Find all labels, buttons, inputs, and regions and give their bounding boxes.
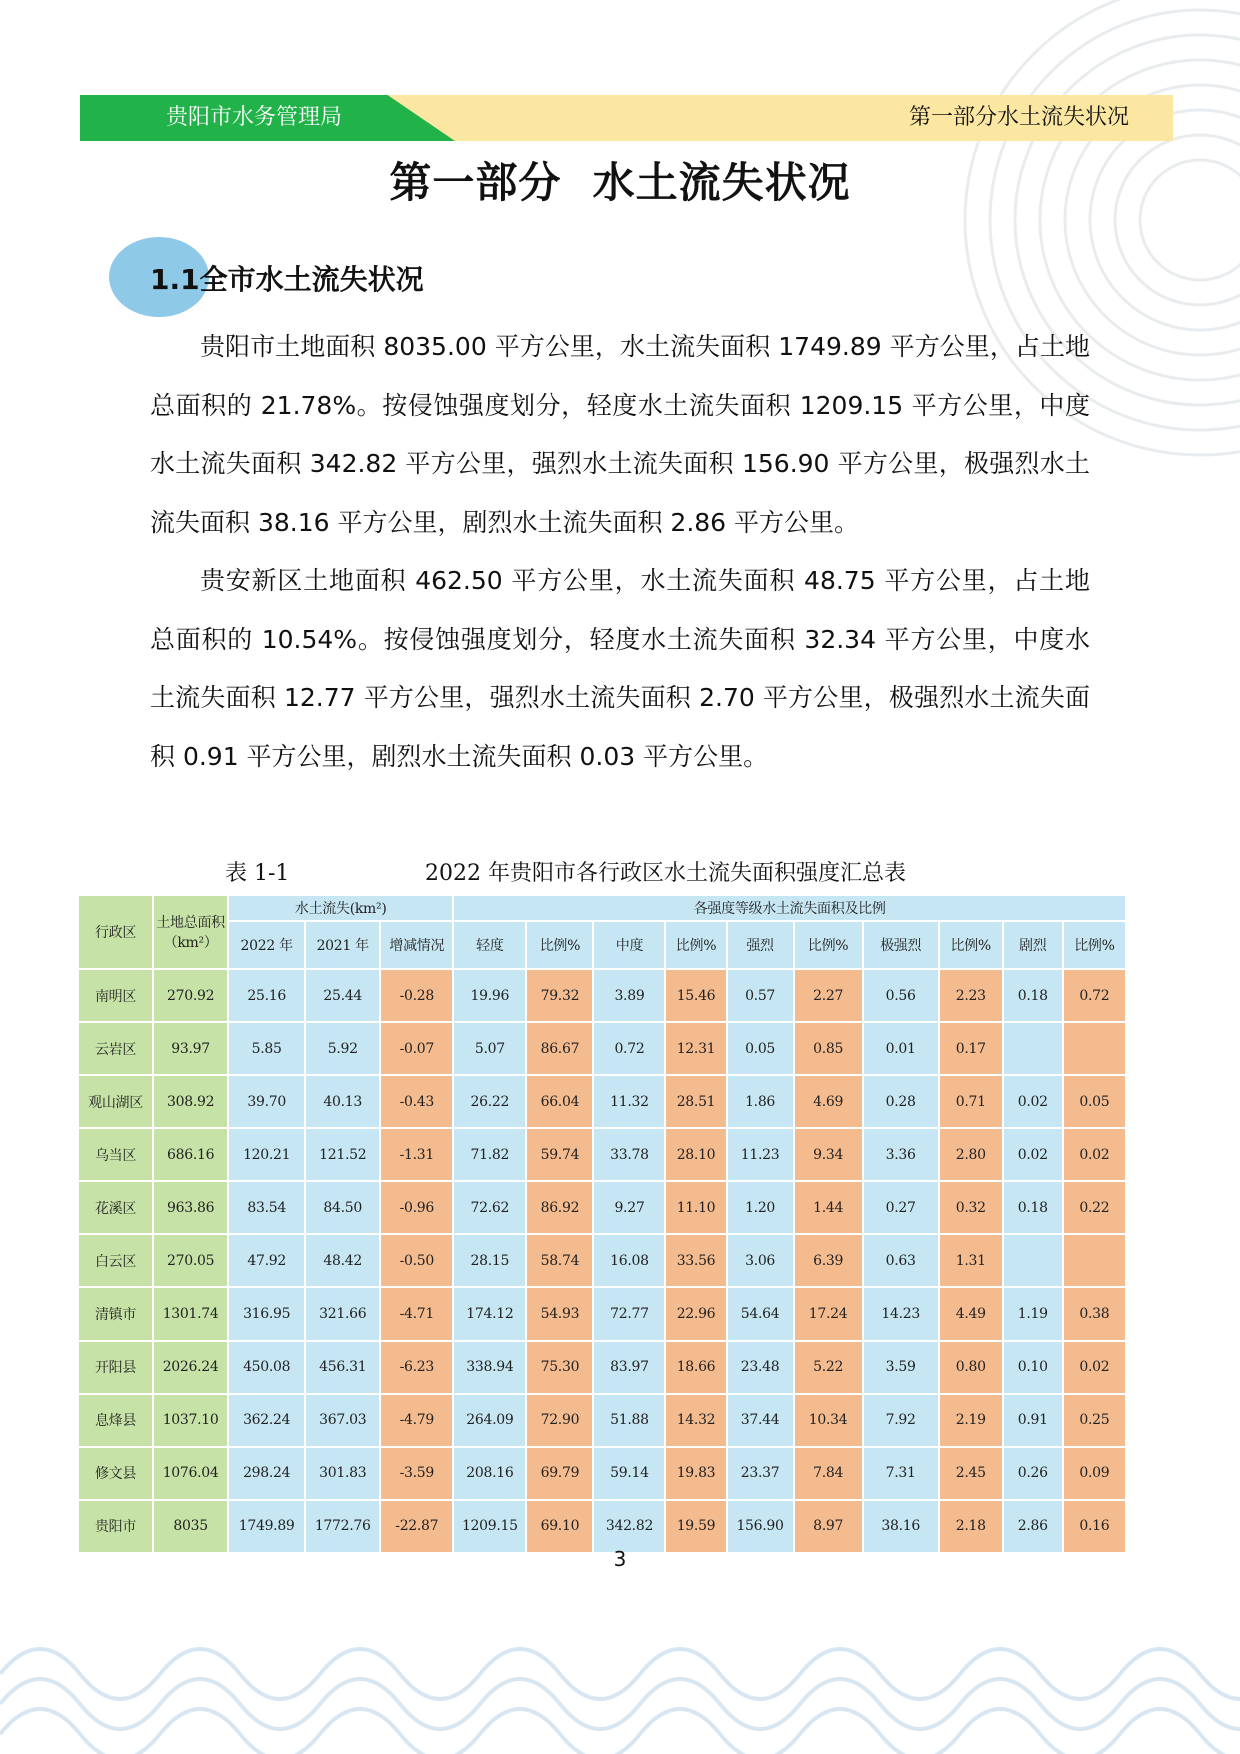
cell-moderate-ratio: 15.46: [665, 969, 726, 1022]
cell-light-area: 5.07: [453, 1022, 526, 1075]
cell-district: 息烽县: [78, 1394, 153, 1447]
cell-loss-2021: 321.66: [305, 1287, 380, 1340]
header-very-intense: 极强烈: [863, 921, 939, 969]
cell-land-area: 270.05: [153, 1234, 228, 1287]
cell-land-area: 308.92: [153, 1075, 228, 1128]
cell-severe-ratio: 0.02: [1063, 1128, 1126, 1181]
table-row: [78, 1022, 1126, 1075]
cell-loss-2022: 47.92: [228, 1234, 305, 1287]
table-row: [78, 1500, 1126, 1553]
cell-loss-change: -0.28: [380, 969, 453, 1022]
cell-severe-ratio: 0.25: [1063, 1394, 1126, 1447]
cell-light-ratio: 69.10: [526, 1500, 593, 1553]
cell-intense-ratio: 0.85: [794, 1022, 863, 1075]
cell-light-area: 208.16: [453, 1447, 526, 1500]
cell-loss-change: -22.87: [380, 1500, 453, 1553]
cell-very-intense-ratio: 2.19: [939, 1394, 1003, 1447]
cell-severe-area: [1003, 1234, 1063, 1287]
cell-light-ratio: 54.93: [526, 1287, 593, 1340]
cell-very-intense-area: 0.56: [863, 969, 939, 1022]
cell-intense-ratio: 7.84: [794, 1447, 863, 1500]
table-row: [78, 969, 1126, 1022]
cell-district: 开阳县: [78, 1341, 153, 1394]
header-land-area: 土地总面积（km²）: [153, 895, 228, 969]
cell-light-area: 264.09: [453, 1394, 526, 1447]
cell-land-area: 1037.10: [153, 1394, 228, 1447]
cell-light-area: 28.15: [453, 1234, 526, 1287]
cell-severe-area: [1003, 1022, 1063, 1075]
cell-very-intense-ratio: 0.80: [939, 1341, 1003, 1394]
cell-light-ratio: 75.30: [526, 1341, 593, 1394]
cell-moderate-area: 51.88: [593, 1394, 665, 1447]
table-row: [78, 1128, 1126, 1181]
cell-severe-ratio: [1063, 1022, 1126, 1075]
cell-light-ratio: 58.74: [526, 1234, 593, 1287]
cell-very-intense-area: 0.63: [863, 1234, 939, 1287]
cell-intense-ratio: 9.34: [794, 1128, 863, 1181]
header-grade-group: 各强度等级水土流失面积及比例: [453, 895, 1126, 921]
cell-land-area: 1301.74: [153, 1287, 228, 1340]
cell-district: 贵阳市: [78, 1500, 153, 1553]
header-ratio: 比例%: [665, 921, 726, 969]
cell-moderate-area: 83.97: [593, 1341, 665, 1394]
cell-land-area: 963.86: [153, 1181, 228, 1234]
cell-intense-area: 23.37: [727, 1447, 794, 1500]
cell-loss-2021: 25.44: [305, 969, 380, 1022]
cell-land-area: 2026.24: [153, 1341, 228, 1394]
cell-loss-change: -1.31: [380, 1128, 453, 1181]
cell-intense-area: 23.48: [727, 1341, 794, 1394]
cell-loss-2022: 39.70: [228, 1075, 305, 1128]
cell-loss-change: -0.07: [380, 1022, 453, 1075]
table-row: [78, 1447, 1126, 1500]
cell-loss-2022: 1749.89: [228, 1500, 305, 1553]
cell-moderate-area: 3.89: [593, 969, 665, 1022]
table-label: 表 1-1: [225, 861, 290, 886]
cell-severe-area: 0.02: [1003, 1128, 1063, 1181]
table-title: 2022 年贵阳市各行政区水土流失面积强度汇总表: [425, 861, 906, 886]
cell-intense-ratio: 6.39: [794, 1234, 863, 1287]
header-intense: 强烈: [727, 921, 794, 969]
section-number: 1.1: [150, 263, 200, 296]
cell-light-area: 71.82: [453, 1128, 526, 1181]
cell-intense-ratio: 8.97: [794, 1500, 863, 1553]
cell-light-area: 26.22: [453, 1075, 526, 1128]
cell-loss-change: -0.50: [380, 1234, 453, 1287]
cell-moderate-ratio: 12.31: [665, 1022, 726, 1075]
cell-loss-change: -4.79: [380, 1394, 453, 1447]
cell-light-ratio: 86.92: [526, 1181, 593, 1234]
cell-moderate-ratio: 33.56: [665, 1234, 726, 1287]
cell-moderate-ratio: 28.10: [665, 1128, 726, 1181]
cell-very-intense-area: 7.92: [863, 1394, 939, 1447]
cell-loss-2021: 1772.76: [305, 1500, 380, 1553]
page-header: [80, 95, 1173, 141]
header-2022: 2022 年: [228, 921, 305, 969]
cell-land-area: 270.92: [153, 969, 228, 1022]
section-title: 全市水土流失状况: [199, 263, 424, 296]
cell-moderate-area: 16.08: [593, 1234, 665, 1287]
header-ratio: 比例%: [1063, 921, 1126, 969]
cell-severe-ratio: 0.72: [1063, 969, 1126, 1022]
cell-light-ratio: 66.04: [526, 1075, 593, 1128]
cell-district: 花溪区: [78, 1181, 153, 1234]
cell-light-ratio: 86.67: [526, 1022, 593, 1075]
cell-intense-ratio: 10.34: [794, 1394, 863, 1447]
table-row: [78, 1181, 1126, 1234]
cell-intense-area: 156.90: [727, 1500, 794, 1553]
cell-light-area: 72.62: [453, 1181, 526, 1234]
cell-very-intense-area: 3.59: [863, 1341, 939, 1394]
cell-moderate-ratio: 19.83: [665, 1447, 726, 1500]
cell-light-area: 174.12: [453, 1287, 526, 1340]
cell-very-intense-area: 38.16: [863, 1500, 939, 1553]
cell-intense-ratio: 5.22: [794, 1341, 863, 1394]
cell-loss-change: -3.59: [380, 1447, 453, 1500]
cell-light-ratio: 59.74: [526, 1128, 593, 1181]
cell-intense-ratio: 1.44: [794, 1181, 863, 1234]
paragraph-guian: 贵安新区土地面积 462.50 平方公里，水土流失面积 48.75 平方公里，占土地总面积的 10.54%。按侵蚀强度划分，轻度水土流失面积 32.34 平方公里，中度水土流失面积 12.77 平方公里，强烈水土流失面积 2.70 平方公里，极强烈水土流失面积 0.91 平方公里，剧烈水土流失面积 0.03 平方公里。: [150, 566, 1090, 771]
cell-light-ratio: 69.79: [526, 1447, 593, 1500]
cell-loss-2022: 298.24: [228, 1447, 305, 1500]
cell-loss-2021: 84.50: [305, 1181, 380, 1234]
cell-severe-area: 0.26: [1003, 1447, 1063, 1500]
table-row: [78, 1287, 1126, 1340]
cell-land-area: 686.16: [153, 1128, 228, 1181]
cell-light-area: 1209.15: [453, 1500, 526, 1553]
cell-land-area: 1076.04: [153, 1447, 228, 1500]
header-ratio: 比例%: [794, 921, 863, 969]
cell-loss-2022: 25.16: [228, 969, 305, 1022]
cell-intense-area: 0.05: [727, 1022, 794, 1075]
cell-loss-2021: 367.03: [305, 1394, 380, 1447]
cell-loss-2021: 456.31: [305, 1341, 380, 1394]
cell-moderate-ratio: 22.96: [665, 1287, 726, 1340]
cell-district: 云岩区: [78, 1022, 153, 1075]
cell-moderate-area: 342.82: [593, 1500, 665, 1553]
cell-land-area: 93.97: [153, 1022, 228, 1075]
table-caption: [225, 856, 1025, 887]
cell-intense-area: 3.06: [727, 1234, 794, 1287]
cell-severe-area: 0.02: [1003, 1075, 1063, 1128]
header-2021: 2021 年: [305, 921, 380, 969]
cell-district: 清镇市: [78, 1287, 153, 1340]
cell-intense-ratio: 4.69: [794, 1075, 863, 1128]
cell-loss-2022: 83.54: [228, 1181, 305, 1234]
cell-light-ratio: 79.32: [526, 969, 593, 1022]
cell-loss-2021: 121.52: [305, 1128, 380, 1181]
header-org-name: 贵阳市水务管理局: [166, 105, 343, 130]
table-body: [78, 969, 1126, 1553]
paragraph-guiyang: 贵阳市土地面积 8035.00 平方公里，水土流失面积 1749.89 平方公里，占土地总面积的 21.78%。按侵蚀强度划分，轻度水土流失面积 1209.15 平方公里，中度水土流失面积 342.82 平方公里，强烈水土流失面积 156.90 平方公里，极强烈水土流失面积 38.16 平方公里，剧烈水土流失面积 2.86 平方公里。: [150, 332, 1090, 537]
cell-very-intense-area: 0.28: [863, 1075, 939, 1128]
cell-light-area: 19.96: [453, 969, 526, 1022]
cell-very-intense-ratio: 2.45: [939, 1447, 1003, 1500]
cell-severe-ratio: 0.16: [1063, 1500, 1126, 1553]
cell-moderate-ratio: 11.10: [665, 1181, 726, 1234]
header-light: 轻度: [453, 921, 526, 969]
cell-loss-2022: 450.08: [228, 1341, 305, 1394]
cell-severe-area: 2.86: [1003, 1500, 1063, 1553]
cell-moderate-ratio: 19.59: [665, 1500, 726, 1553]
cell-loss-2022: 120.21: [228, 1128, 305, 1181]
cell-district: 观山湖区: [78, 1075, 153, 1128]
cell-loss-2022: 316.95: [228, 1287, 305, 1340]
cell-moderate-area: 9.27: [593, 1181, 665, 1234]
cell-land-area: 8035: [153, 1500, 228, 1553]
cell-moderate-area: 59.14: [593, 1447, 665, 1500]
cell-district: 修文县: [78, 1447, 153, 1500]
cell-intense-area: 0.57: [727, 969, 794, 1022]
soil-erosion-table: [77, 894, 1127, 1554]
cell-intense-area: 1.20: [727, 1181, 794, 1234]
cell-very-intense-ratio: 2.80: [939, 1128, 1003, 1181]
section-heading: [150, 258, 424, 298]
cell-severe-area: 0.91: [1003, 1394, 1063, 1447]
cell-very-intense-area: 3.36: [863, 1128, 939, 1181]
cell-severe-ratio: 0.05: [1063, 1075, 1126, 1128]
cell-loss-change: -6.23: [380, 1341, 453, 1394]
table-row: [78, 1394, 1126, 1447]
cell-moderate-area: 11.32: [593, 1075, 665, 1128]
cell-loss-change: -0.43: [380, 1075, 453, 1128]
header-ratio: 比例%: [939, 921, 1003, 969]
page-title: 第一部分 水土流失状况: [389, 158, 851, 207]
cell-severe-area: 0.10: [1003, 1341, 1063, 1394]
cell-loss-change: -4.71: [380, 1287, 453, 1340]
cell-loss-2021: 301.83: [305, 1447, 380, 1500]
header-ratio: 比例%: [526, 921, 593, 969]
header-section-name: 第一部分水土流失状况: [908, 105, 1129, 130]
table-row: [78, 1075, 1126, 1128]
cell-severe-ratio: [1063, 1234, 1126, 1287]
table-row: [78, 1341, 1126, 1394]
cell-moderate-area: 72.77: [593, 1287, 665, 1340]
cell-moderate-area: 0.72: [593, 1022, 665, 1075]
cell-loss-2022: 5.85: [228, 1022, 305, 1075]
header-change: 增减情况: [380, 921, 453, 969]
cell-very-intense-ratio: 0.32: [939, 1181, 1003, 1234]
cell-severe-ratio: 0.38: [1063, 1287, 1126, 1340]
cell-severe-ratio: 0.02: [1063, 1341, 1126, 1394]
cell-moderate-ratio: 14.32: [665, 1394, 726, 1447]
table-row: [78, 1234, 1126, 1287]
cell-severe-ratio: 0.22: [1063, 1181, 1126, 1234]
cell-loss-2021: 40.13: [305, 1075, 380, 1128]
cell-intense-area: 37.44: [727, 1394, 794, 1447]
cell-very-intense-ratio: 2.23: [939, 969, 1003, 1022]
cell-intense-area: 11.23: [727, 1128, 794, 1181]
cell-severe-area: 0.18: [1003, 969, 1063, 1022]
cell-very-intense-area: 0.27: [863, 1181, 939, 1234]
cell-district: 乌当区: [78, 1128, 153, 1181]
cell-very-intense-ratio: 1.31: [939, 1234, 1003, 1287]
cell-moderate-area: 33.78: [593, 1128, 665, 1181]
cell-intense-area: 1.86: [727, 1075, 794, 1128]
cell-loss-2022: 362.24: [228, 1394, 305, 1447]
cell-light-ratio: 72.90: [526, 1394, 593, 1447]
header-moderate: 中度: [593, 921, 665, 969]
body-text: [150, 318, 1090, 786]
header-district: 行政区: [78, 895, 153, 969]
cell-district: 南明区: [78, 969, 153, 1022]
cell-severe-area: 0.18: [1003, 1181, 1063, 1234]
cell-very-intense-ratio: 0.17: [939, 1022, 1003, 1075]
cell-loss-2021: 48.42: [305, 1234, 380, 1287]
cell-moderate-ratio: 18.66: [665, 1341, 726, 1394]
cell-very-intense-ratio: 0.71: [939, 1075, 1003, 1128]
cell-intense-area: 54.64: [727, 1287, 794, 1340]
cell-very-intense-ratio: 2.18: [939, 1500, 1003, 1553]
cell-intense-ratio: 17.24: [794, 1287, 863, 1340]
cell-very-intense-area: 7.31: [863, 1447, 939, 1500]
header-severe: 剧烈: [1003, 921, 1063, 969]
cell-very-intense-ratio: 4.49: [939, 1287, 1003, 1340]
cell-moderate-ratio: 28.51: [665, 1075, 726, 1128]
cell-light-area: 338.94: [453, 1341, 526, 1394]
background-wave-pattern: [0, 1554, 1240, 1754]
cell-district: 白云区: [78, 1234, 153, 1287]
cell-loss-2021: 5.92: [305, 1022, 380, 1075]
cell-very-intense-area: 14.23: [863, 1287, 939, 1340]
cell-very-intense-area: 0.01: [863, 1022, 939, 1075]
cell-loss-change: -0.96: [380, 1181, 453, 1234]
cell-intense-ratio: 2.27: [794, 969, 863, 1022]
cell-severe-area: 1.19: [1003, 1287, 1063, 1340]
page-number: 3: [613, 1547, 627, 1571]
header-loss-group: 水土流失(km²): [228, 895, 453, 921]
cell-severe-ratio: 0.09: [1063, 1447, 1126, 1500]
